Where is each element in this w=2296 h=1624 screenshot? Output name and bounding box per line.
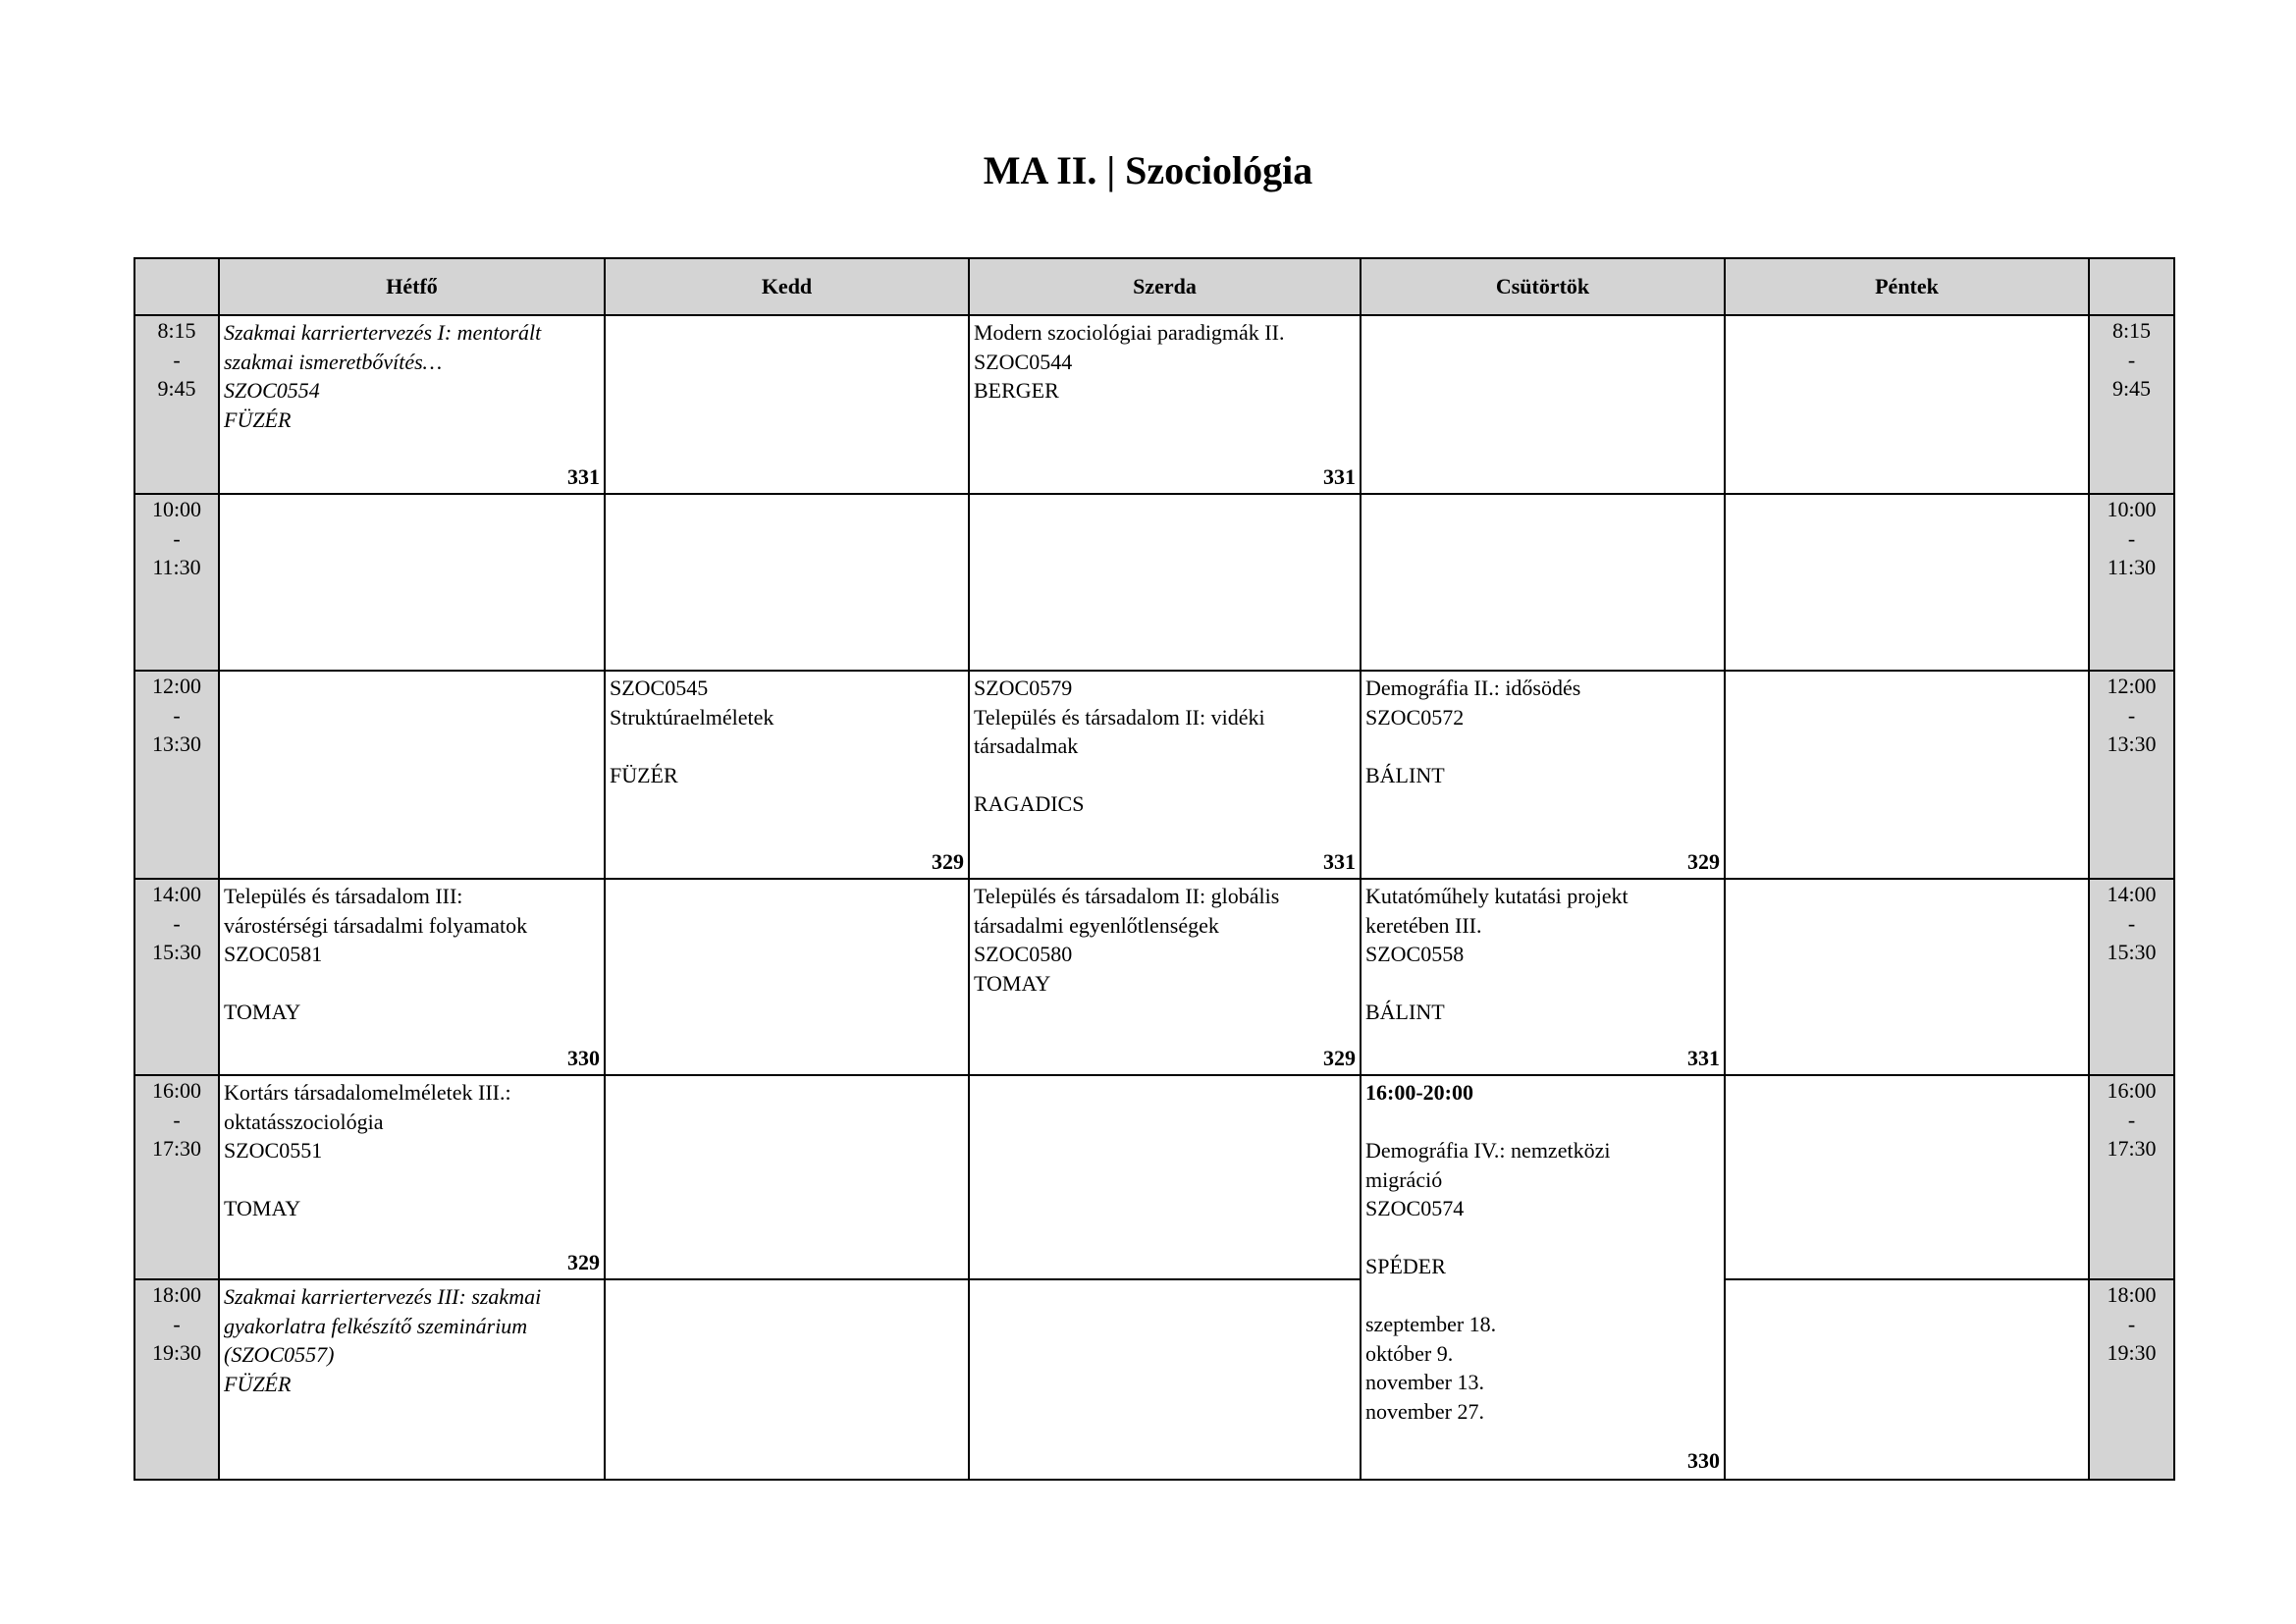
- day-header-thursday: Csütörtök: [1361, 258, 1725, 315]
- class-cell: Modern szociológiai paradigmák II. SZOC0544 BERGER 331: [969, 315, 1361, 494]
- class-cell: Szakmai karriertervezés III: szakmai gyakorlatra felkészítő szeminárium (SZOC0557) FÜZÉR: [219, 1279, 605, 1480]
- empty-cell: [219, 494, 605, 671]
- time-slot-right: 8:15 - 9:45: [2089, 315, 2174, 494]
- class-cell: SZOC0545 Struktúraelméletek FÜZÉR 329: [605, 671, 969, 879]
- table-row: [134, 494, 2174, 671]
- class-cell: 16:00-20:00 Demográfia IV.: nemzetközi migráció SZOC0574 SPÉDER szeptember 18. október 9. november 13. november 27. 330: [1361, 1075, 1725, 1480]
- empty-cell: [969, 494, 1361, 671]
- empty-cell: [1361, 494, 1725, 671]
- class-cell: Település és társadalom II: globális társadalmi egyenlőtlenségek SZOC0580 TOMAY 329: [969, 879, 1361, 1075]
- time-slot-right: 18:00 - 19:30: [2089, 1279, 2174, 1480]
- room-number: 329: [1687, 848, 1720, 874]
- empty-cell: [969, 1075, 1361, 1279]
- day-header-monday: Hétfő: [219, 258, 605, 315]
- empty-cell: [1725, 1279, 2089, 1480]
- empty-cell: [969, 1279, 1361, 1480]
- timetable: [133, 257, 2175, 1481]
- empty-cell: [1725, 494, 2089, 671]
- time-slot-right: 12:00 - 13:30: [2089, 671, 2174, 879]
- empty-cell: [1725, 671, 2089, 879]
- time-slot-right: 14:00 - 15:30: [2089, 879, 2174, 1075]
- room-number: 331: [1323, 848, 1356, 874]
- time-slot-left: 8:15 - 9:45: [134, 315, 219, 494]
- room-number: 330: [1687, 1447, 1720, 1473]
- room-number: 330: [567, 1045, 600, 1070]
- empty-cell: [1725, 315, 2089, 494]
- table-row: [134, 879, 2174, 1075]
- empty-cell: [605, 315, 969, 494]
- class-cell: SZOC0579 Település és társadalom II: vidéki társadalmak RAGADICS 331: [969, 671, 1361, 879]
- day-header-tuesday: Kedd: [605, 258, 969, 315]
- room-number: 331: [1687, 1045, 1720, 1070]
- class-cell: Kortárs társadalomelméletek III.: oktatásszociológia SZOC0551 TOMAY 329: [219, 1075, 605, 1279]
- time-slot-right: 16:00 - 17:30: [2089, 1075, 2174, 1279]
- corner-left: [134, 258, 219, 315]
- table-row: [134, 1075, 2174, 1279]
- class-cell: Kutatóműhely kutatási projekt keretében III. SZOC0558 BÁLINT 331: [1361, 879, 1725, 1075]
- empty-cell: [1725, 879, 2089, 1075]
- room-number: 329: [567, 1249, 600, 1274]
- empty-cell: [605, 1075, 969, 1279]
- empty-cell: [219, 671, 605, 879]
- time-slot-left: 12:00 - 13:30: [134, 671, 219, 879]
- room-number: 329: [1323, 1045, 1356, 1070]
- empty-cell: [605, 879, 969, 1075]
- class-cell: Település és társadalom III: várostérségi társadalmi folyamatok SZOC0581 TOMAY 330: [219, 879, 605, 1075]
- class-cell: Szakmai karriertervezés I: mentorált szakmai ismeretbővítés… SZOC0554 FÜZÉR 331: [219, 315, 605, 494]
- day-header-friday: Péntek: [1725, 258, 2089, 315]
- time-slot-left: 10:00 - 11:30: [134, 494, 219, 671]
- empty-cell: [605, 1279, 969, 1480]
- time-slot-right: 10:00 - 11:30: [2089, 494, 2174, 671]
- time-slot-left: 16:00 - 17:30: [134, 1075, 219, 1279]
- empty-cell: [605, 494, 969, 671]
- header-row: [134, 258, 2174, 315]
- time-slot-left: 14:00 - 15:30: [134, 879, 219, 1075]
- day-header-wednesday: Szerda: [969, 258, 1361, 315]
- empty-cell: [1725, 1075, 2089, 1279]
- page-title: MA II. | Szociológia: [983, 148, 1313, 192]
- room-number: 329: [932, 848, 964, 874]
- time-slot-left: 18:00 - 19:30: [134, 1279, 219, 1480]
- class-cell: Demográfia II.: idősödés SZOC0572 BÁLINT 329: [1361, 671, 1725, 879]
- room-number: 331: [1323, 463, 1356, 489]
- table-row: [134, 671, 2174, 879]
- room-number: 331: [567, 463, 600, 489]
- table-row: [134, 1279, 2174, 1480]
- table-row: [134, 315, 2174, 494]
- corner-right: [2089, 258, 2174, 315]
- empty-cell: [1361, 315, 1725, 494]
